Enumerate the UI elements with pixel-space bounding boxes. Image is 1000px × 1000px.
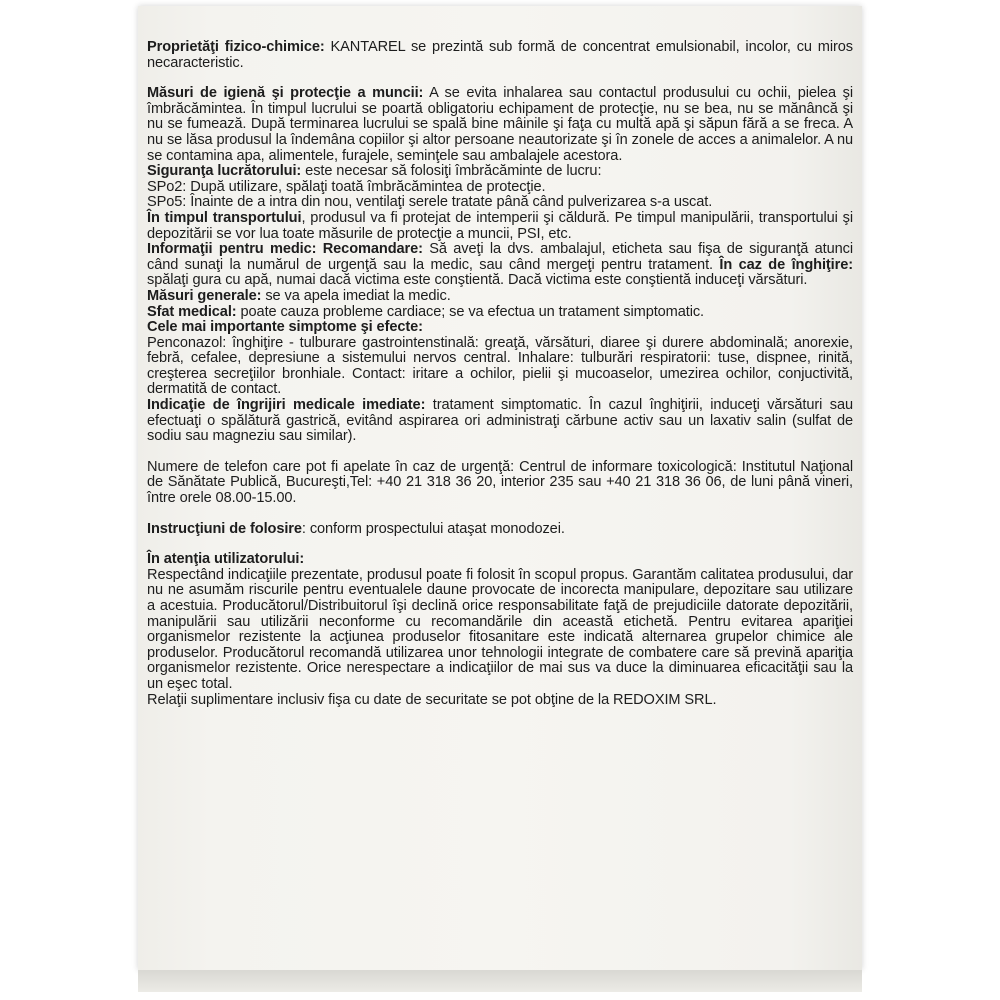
general-measures xyxy=(147,289,853,305)
transport xyxy=(147,211,853,242)
symptoms-text: Penconazol: înghiţire - tulburare gastrointenstinală: greaţă, vărsături, diaree şi durere abdominală; anorexie, febră, cefalee, depresiune a sistemului nervos central. Inhalare: tulburări respiratorii: tuse, dispnee, rinită, creşterea secreţiilor bronhiale. Contact: iritare a ochilor, pielii şi mucoaselor, umezirea ochilor, conjuctivită, dermatită de contact. xyxy=(147,334,853,398)
spo5-statement: SPo5: Înainte de a intra din nou, ventilaţi serele tratate până când pulverizarea s-a uscat. xyxy=(147,194,713,211)
physical-properties-heading: Proprietăţi fizico-chimice: xyxy=(147,39,325,55)
user-attention-heading: În atenţia utilizatorului: xyxy=(147,551,305,568)
additional-info: Relaţii suplimentare inclusiv fişa cu date de securitate se pot obţine de la REDOXIM SRL. xyxy=(147,691,717,708)
spo2-statement: SPo2: După utilizare, spălaţi toată îmbrăcămintea de protecţie. xyxy=(147,178,546,195)
hygiene-text: A se evita inhalarea sau contactul produsului cu ochii, pielea şi îmbrăcămintea. În timpul lucrului se poartă obligatoriu echipament de protecţie, nu se bea, nu se mănâncă şi nu se fumează. După terminarea lucrului se spală bine mâinile şi faţa cu multă apă şi săpun fără a se freca. A nu se lăsa produsul la îndemâna copiilor şi altor persoane neautorizate şi în zonele de acces a animalelor. A nu se contamina apa, alimentele, furajele, seminţele sau ambalajele acestora. xyxy=(147,85,853,164)
medic-info xyxy=(147,242,853,289)
worker-safety xyxy=(147,164,853,180)
care-text: tratament simptomatic. În cazul înghiţirii, induceţi vărsături sau efectuaţi o spălătură gastrică, evitând aspirarea ori administraţi cărbune activ sau un laxativ salin (sulfat de sodiu sau magneziu sau similar). xyxy=(147,397,853,445)
transport-heading: În timpul transportului xyxy=(147,209,302,226)
general-text: se va apela imediat la medic. xyxy=(265,287,451,304)
label-text xyxy=(147,40,853,708)
hygiene-measures xyxy=(147,86,853,164)
transport-text: , produsul va fi protejat de intemperii şi căldură. Pe timpul manipulării, transportului şi depozitării se vor lua toate măsurile de protecţie a muncii, PSI, etc. xyxy=(147,209,853,242)
care-heading: Indicaţie de îngrijiri medicale imediate: xyxy=(147,397,426,414)
physical-properties xyxy=(147,40,853,71)
worker-safety-heading: Siguranţa lucrătorului: xyxy=(147,163,302,180)
symptoms-heading-line xyxy=(147,320,853,336)
medic-text: Să aveţi la dvs. ambalajul, eticheta sau fişa de siguranţă atunci când sunaţi la numărul de urgenţă sau la medic, sau când mergeţi pentru tratament. xyxy=(147,241,853,273)
usage-instructions xyxy=(147,522,853,538)
worker-safety-text: este necesar să folosiţi îmbrăcăminte de lucru: xyxy=(305,163,602,180)
general-heading: Măsuri generale: xyxy=(147,287,262,304)
product-box-bottom-edge xyxy=(138,970,862,992)
medical-advice xyxy=(147,305,853,321)
user-attention-heading-line xyxy=(147,552,853,568)
ingestion-text: spălaţi gura cu apă, numai dacă victima este conştientă. Dacă victima este conştientă induceţi vărsături. xyxy=(147,272,808,289)
advice-text: poate cauza probleme cardiace; se va efectua un tratament simptomatic. xyxy=(240,303,705,320)
symptoms-heading: Cele mai importante simptome şi efecte: xyxy=(147,319,423,336)
instructions-text: : conform prospectului ataşat monodozei. xyxy=(301,520,565,537)
medic-heading: Informaţii pentru medic: Recomandare: xyxy=(147,241,423,258)
user-attention-text: Respectând indicaţiile prezentate, produsul poate fi folosit în scopul propus. Garantăm calitatea produsului, dar nu ne asumăm riscurile pentru eventualele daune provocate de incorecta manipulare, depozitare sau utilizare a acestuia. Producătorul/Distribuitorul îşi declină orice responsabilitate faţă de prejudiciile datorate depozitării, manipulării sau utilizării neconforme cu recomandările din această etichetă. Pentru evitarea apariţiei organismelor rezistente la acţiunea produselor fitosanitare este indicată alternarea grupelor chimice ale produselor. Producătorul recomandă utilizarea unor tehnologii integrate de combatere care să prevină apariţia organismelor rezistente. Orice nerespectare a indicaţiilor de mai sus va duce la diminuarea eficacităţii sau la un eşec total. xyxy=(147,566,853,692)
instructions-heading: Instrucţiuni de folosire xyxy=(147,520,302,537)
emergency-phones: Numere de telefon care pot fi apelate în caz de urgenţă: Centrul de informare toxicologică: Institutul Naţional de Sănătate Publică, Bucureşti,Tel: +40 21 318 36 20, interior 235 sau +40 21 318 36 06, de luni până vineri, între orele 08.00-15.00. xyxy=(147,458,853,507)
immediate-care xyxy=(147,398,853,445)
physical-properties-text: KANTAREL se prezintă sub formă de concentrat emulsionabil, incolor, cu miros necaracteristic. xyxy=(147,39,853,71)
ingestion-heading: În caz de înghiţire: xyxy=(719,256,853,273)
advice-heading: Sfat medical: xyxy=(147,303,237,320)
hygiene-heading: Măsuri de igienă şi protecţie a muncii: xyxy=(147,85,424,102)
